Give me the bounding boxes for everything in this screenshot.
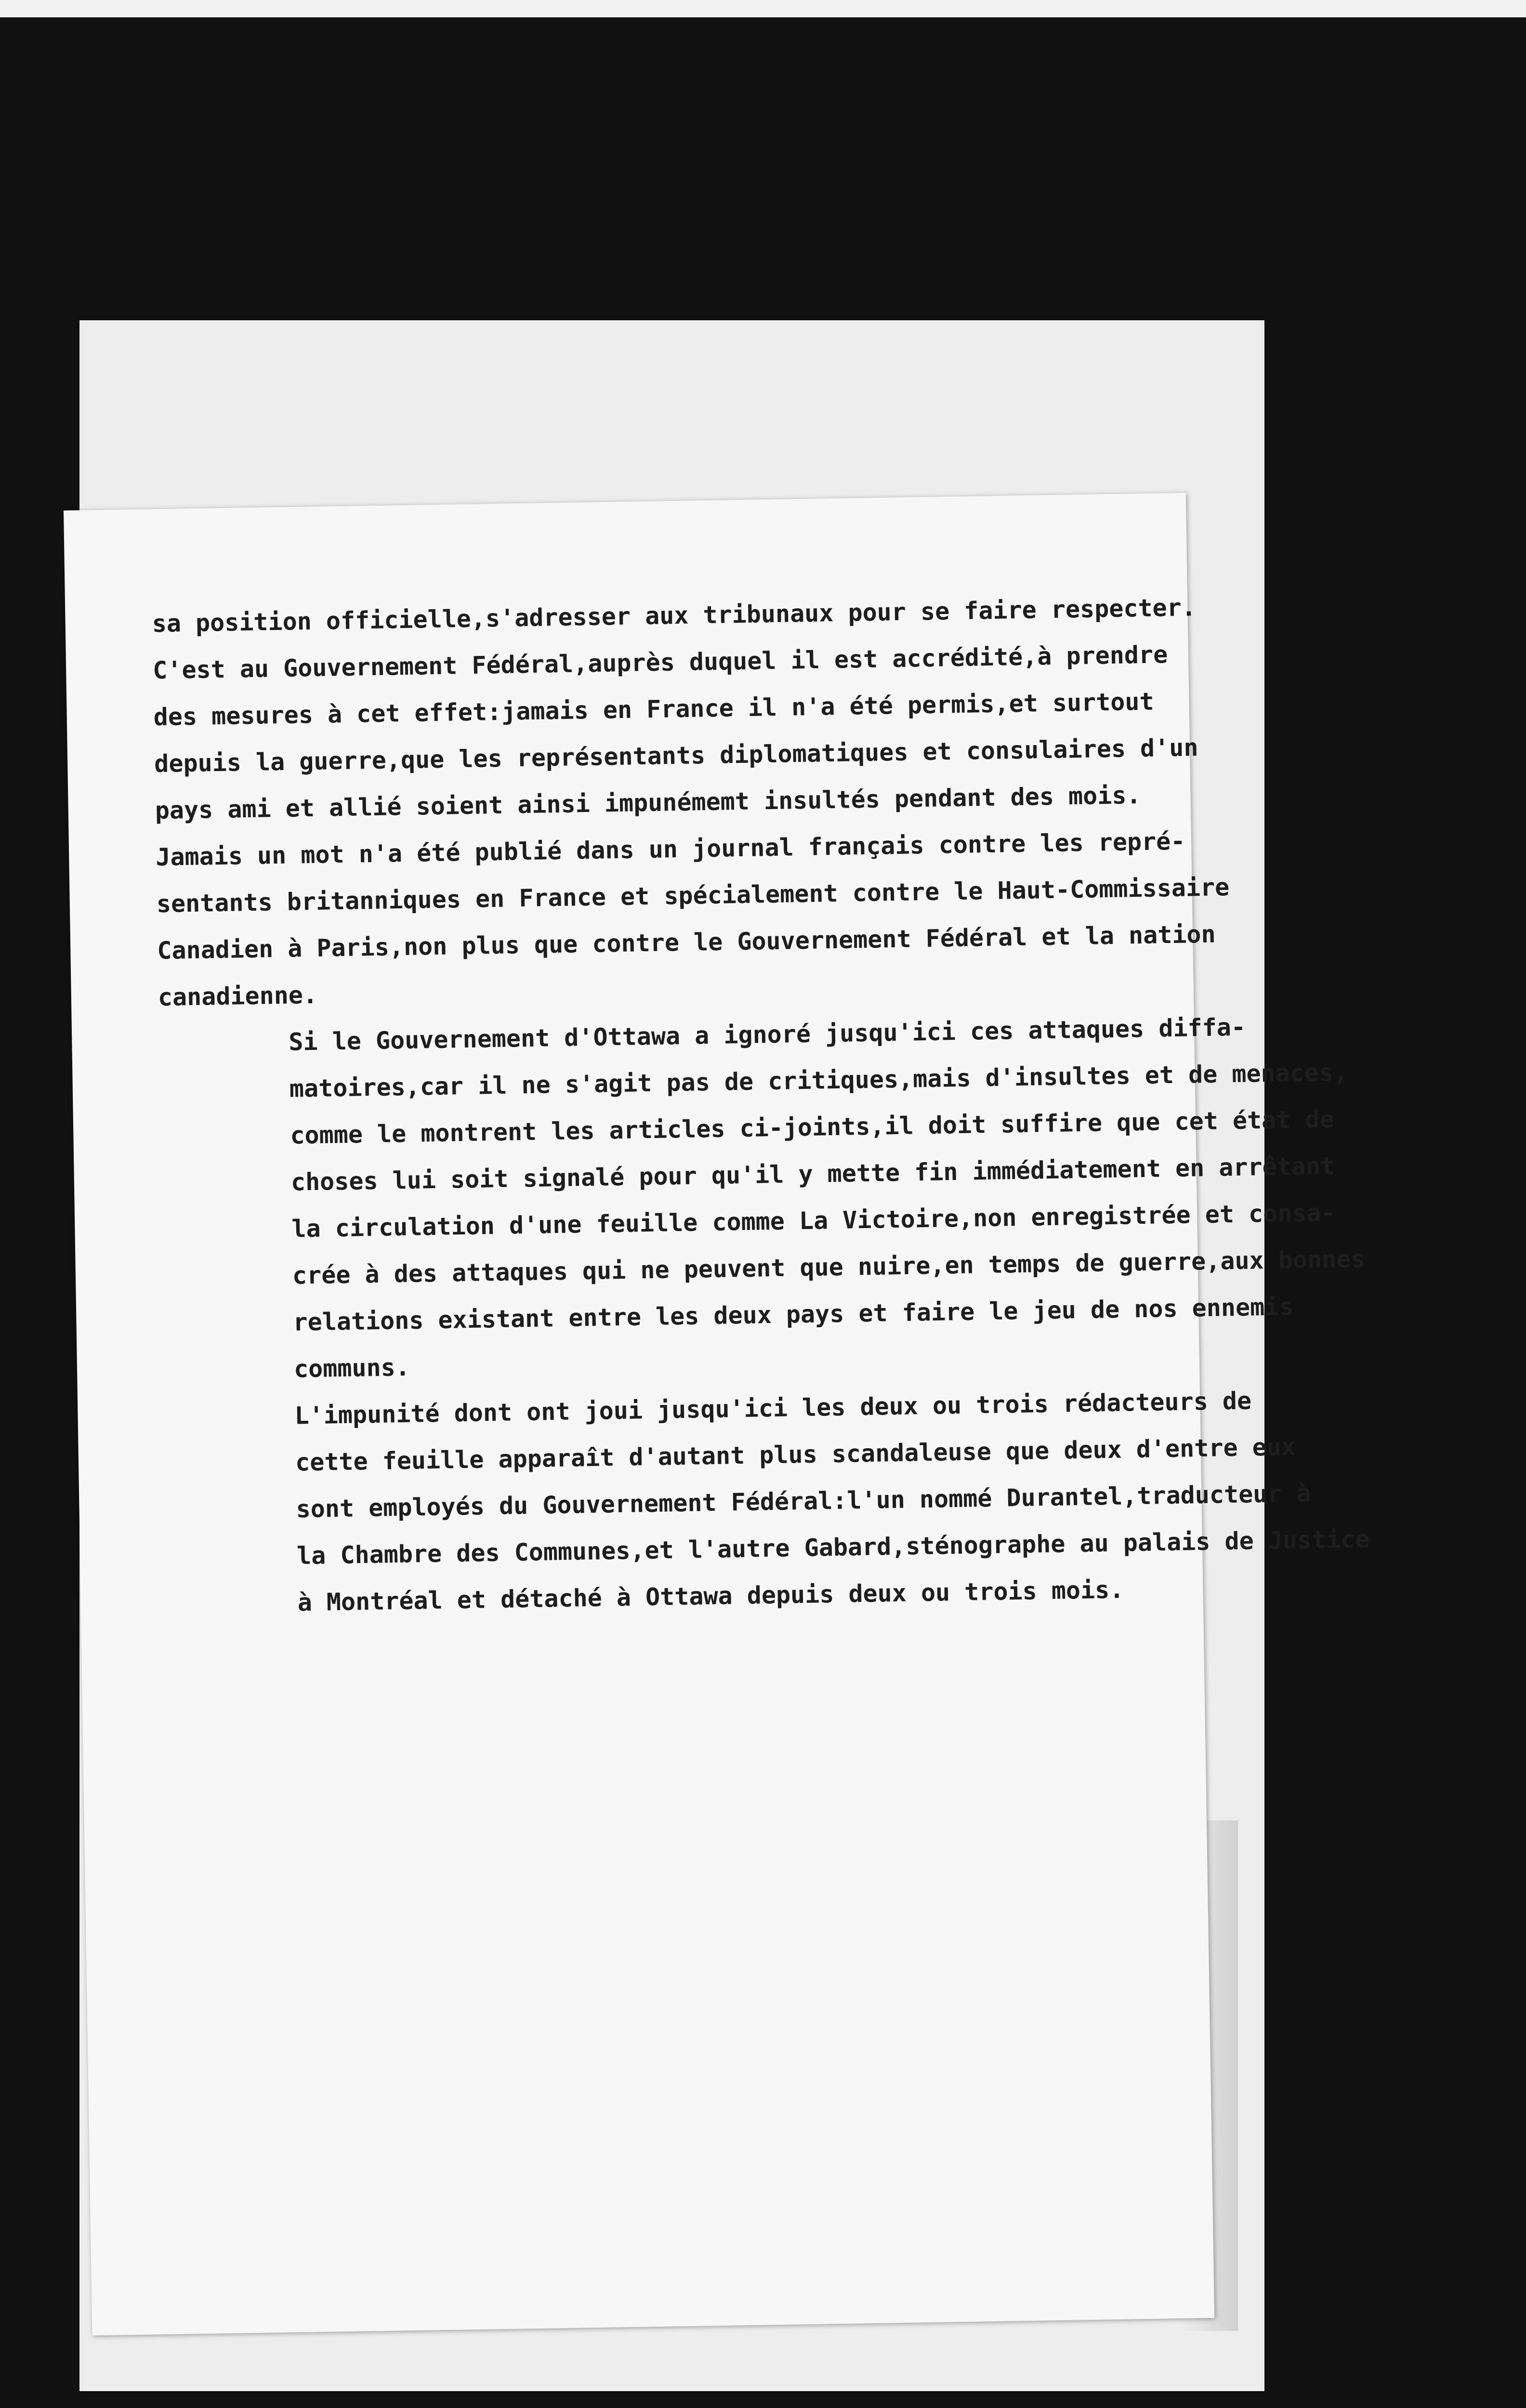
letter-body bbox=[152, 584, 1370, 1628]
letter-line: des mesures à cet effet:jamais en France il n'a été permis,et surtout bbox=[153, 687, 1155, 732]
letter-line: à Montréal et détaché à Ottawa depuis deux ou trois mois. bbox=[297, 1575, 1124, 1617]
letter-line: comme le montrent les articles ci-joints,il doit suffire que cet état de bbox=[289, 1105, 1335, 1150]
letter-line: matoires,car il ne s'agit pas de critiques,mais d'insultes et de menaces, bbox=[289, 1058, 1348, 1103]
letter-line: choses lui soit signalé pour qu'il y mette fin immédiatement en arrêtant bbox=[290, 1152, 1335, 1196]
letter-line: communs. bbox=[293, 1353, 410, 1383]
letter-paragraph bbox=[158, 1005, 1366, 1395]
letter-line: sont employés du Gouvernement Fédéral:l'un nommé Durantel,traducteur à bbox=[296, 1479, 1312, 1523]
letter-line: Si le Gouvernement d'Ottawa a ignoré jusqu'ici ces attaques diffa- bbox=[288, 1013, 1246, 1056]
letter-paragraph bbox=[164, 1378, 1370, 1628]
letter-line: sa position officielle,s'adresser aux tribunaux pour se faire respecter. bbox=[152, 593, 1197, 638]
letter-line: L'impunité dont ont joui jusqu'ici les deux ou trois rédacteurs de bbox=[294, 1387, 1252, 1430]
letter-line: la Chambre des Communes,et l'autre Gabard,sténographe au palais de Justice bbox=[296, 1525, 1370, 1570]
letter-paragraph bbox=[152, 584, 1230, 1021]
letter-line: Jamais un mot n'a été publié dans un journal français contre les repré- bbox=[155, 827, 1185, 872]
letter-page bbox=[64, 493, 1370, 2335]
letter-line: canadienne. bbox=[158, 981, 318, 1012]
letter-line: crée à des attaques qui ne peuvent que nuire,en temps de guerre,aux bonnes bbox=[292, 1244, 1366, 1290]
letter-line: la circulation d'une feuille comme La Victoire,non enregistrée et consa- bbox=[291, 1198, 1336, 1243]
film-top-edge bbox=[0, 0, 1526, 17]
letter-line: relations existant entre les deux pays et faire le jeu de nos ennemis bbox=[293, 1293, 1294, 1336]
letter-line: Canadien à Paris,non plus que contre le Gouvernement Fédéral et la nation bbox=[157, 920, 1216, 965]
letter-line: sentants britanniques en France et spécialement contre le Haut-Commissaire bbox=[156, 873, 1230, 918]
letter-line: depuis la guerre,que les représentants diplomatiques et consulaires d'un bbox=[154, 733, 1198, 778]
letter-line: pays ami et allié soient ainsi impunémemt insultés pendant des mois. bbox=[155, 781, 1141, 825]
letter-line: cette feuille apparaît d'autant plus scandaleuse que deux d'entre eux bbox=[295, 1433, 1296, 1477]
letter-line: C'est au Gouvernement Fédéral,auprès duquel il est accrédité,à prendre bbox=[152, 641, 1168, 685]
